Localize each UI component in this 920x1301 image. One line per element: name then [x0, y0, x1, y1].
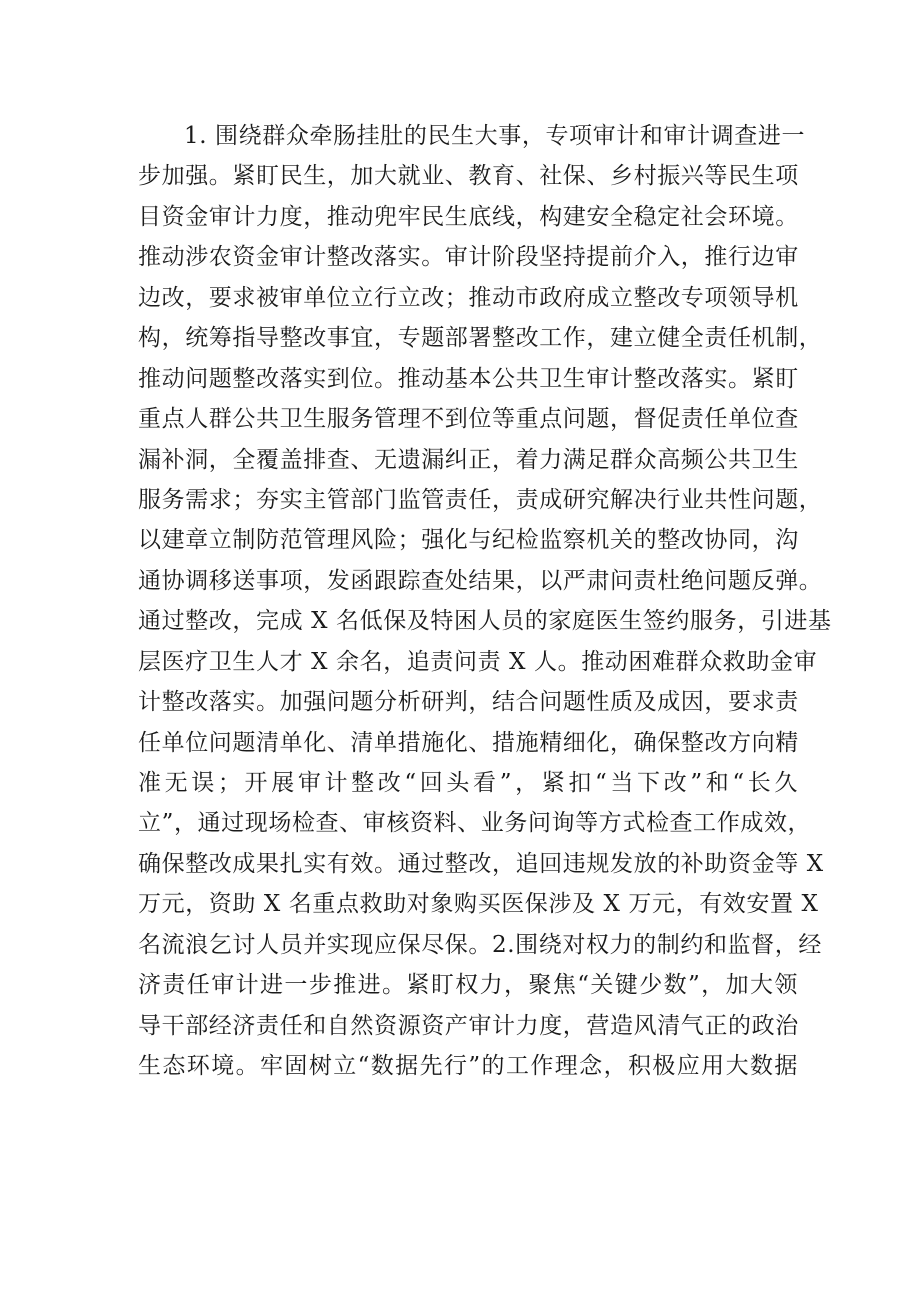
text-line: 服务需求；夯实主管部门监管责任，责成研究解决行业共性问题，: [138, 486, 823, 513]
text-line: 生态环境。牢固树立“数据先行”的工作理念，积极应用大数据: [138, 1053, 798, 1080]
text-line: 立”，通过现场检查、审核资料、业务问询等方式检查工作成效，: [138, 810, 812, 837]
text-line: 万元，资助 X 名重点救助对象购买医保涉及 X 万元，有效安置 X: [138, 891, 819, 918]
text-line: 层医疗卫生人才 X 余名，追责问责 X 人。推动困难群众救助金审: [138, 648, 818, 675]
text-line: 导干部经济责任和自然资源资产审计力度，营造风清气正的政治: [138, 1012, 799, 1039]
text-line: 准无误；开展审计整改“回头看”，紧扣“当下改”和“长久: [138, 770, 798, 796]
body-text: [138, 116, 832, 1087]
text-line: 计整改落实。加强问题分析研判，结合问题性质及成因，要求责: [138, 689, 799, 716]
text-line: 重点人群公共卫生服务管理不到位等重点问题，督促责任单位查: [138, 406, 799, 433]
text-line: 推动涉农资金审计整改落实。审计阶段坚持提前介入，推行边审: [138, 244, 799, 271]
text-line: 1. 围绕群众牵肠挂肚的民生大事，专项审计和审计调查进一: [184, 123, 806, 149]
text-line: 任单位问题清单化、清单措施化、措施精细化，确保整改方向精: [138, 729, 799, 756]
text-line: 通过整改，完成 X 名低保及特困人员的家庭医生签约服务，引进基: [138, 608, 832, 635]
text-line: 名流浪乞讨人员并实现应保尽保。2.围绕对权力的制约和监督，经: [138, 931, 822, 958]
text-line: 构，统筹指导整改事宜，专题部署整改工作，建立健全责任机制，: [138, 325, 823, 352]
text-line: 济责任审计进一步推进。紧盯权力，聚焦“关键少数”，加大领: [138, 972, 798, 999]
text-line: 确保整改成果扎实有效。通过整改，追回违规发放的补助资金等 X: [138, 850, 824, 877]
text-line: 通协调移送事项，发函跟踪查处结果，以严肃问责杜绝问题反弹。: [138, 567, 823, 594]
text-line: 以建章立制防范管理风险；强化与纪检监察机关的整改协同，沟: [138, 527, 799, 554]
text-line: 步加强。紧盯民生，加大就业、教育、社保、乡村振兴等民生项: [138, 163, 799, 190]
text-line: 边改，要求被审单位立行立改；推动市政府成立整改专项领导机: [138, 284, 799, 311]
text-line: 漏补洞，全覆盖排查、无遗漏纠正，着力满足群众高频公共卫生: [138, 446, 799, 473]
text-line: 目资金审计力度，推动兜牢民生底线，构建安全稳定社会环境。: [138, 203, 799, 230]
text-line: 推动问题整改落实到位。推动基本公共卫生审计整改落实。紧盯: [138, 365, 799, 392]
